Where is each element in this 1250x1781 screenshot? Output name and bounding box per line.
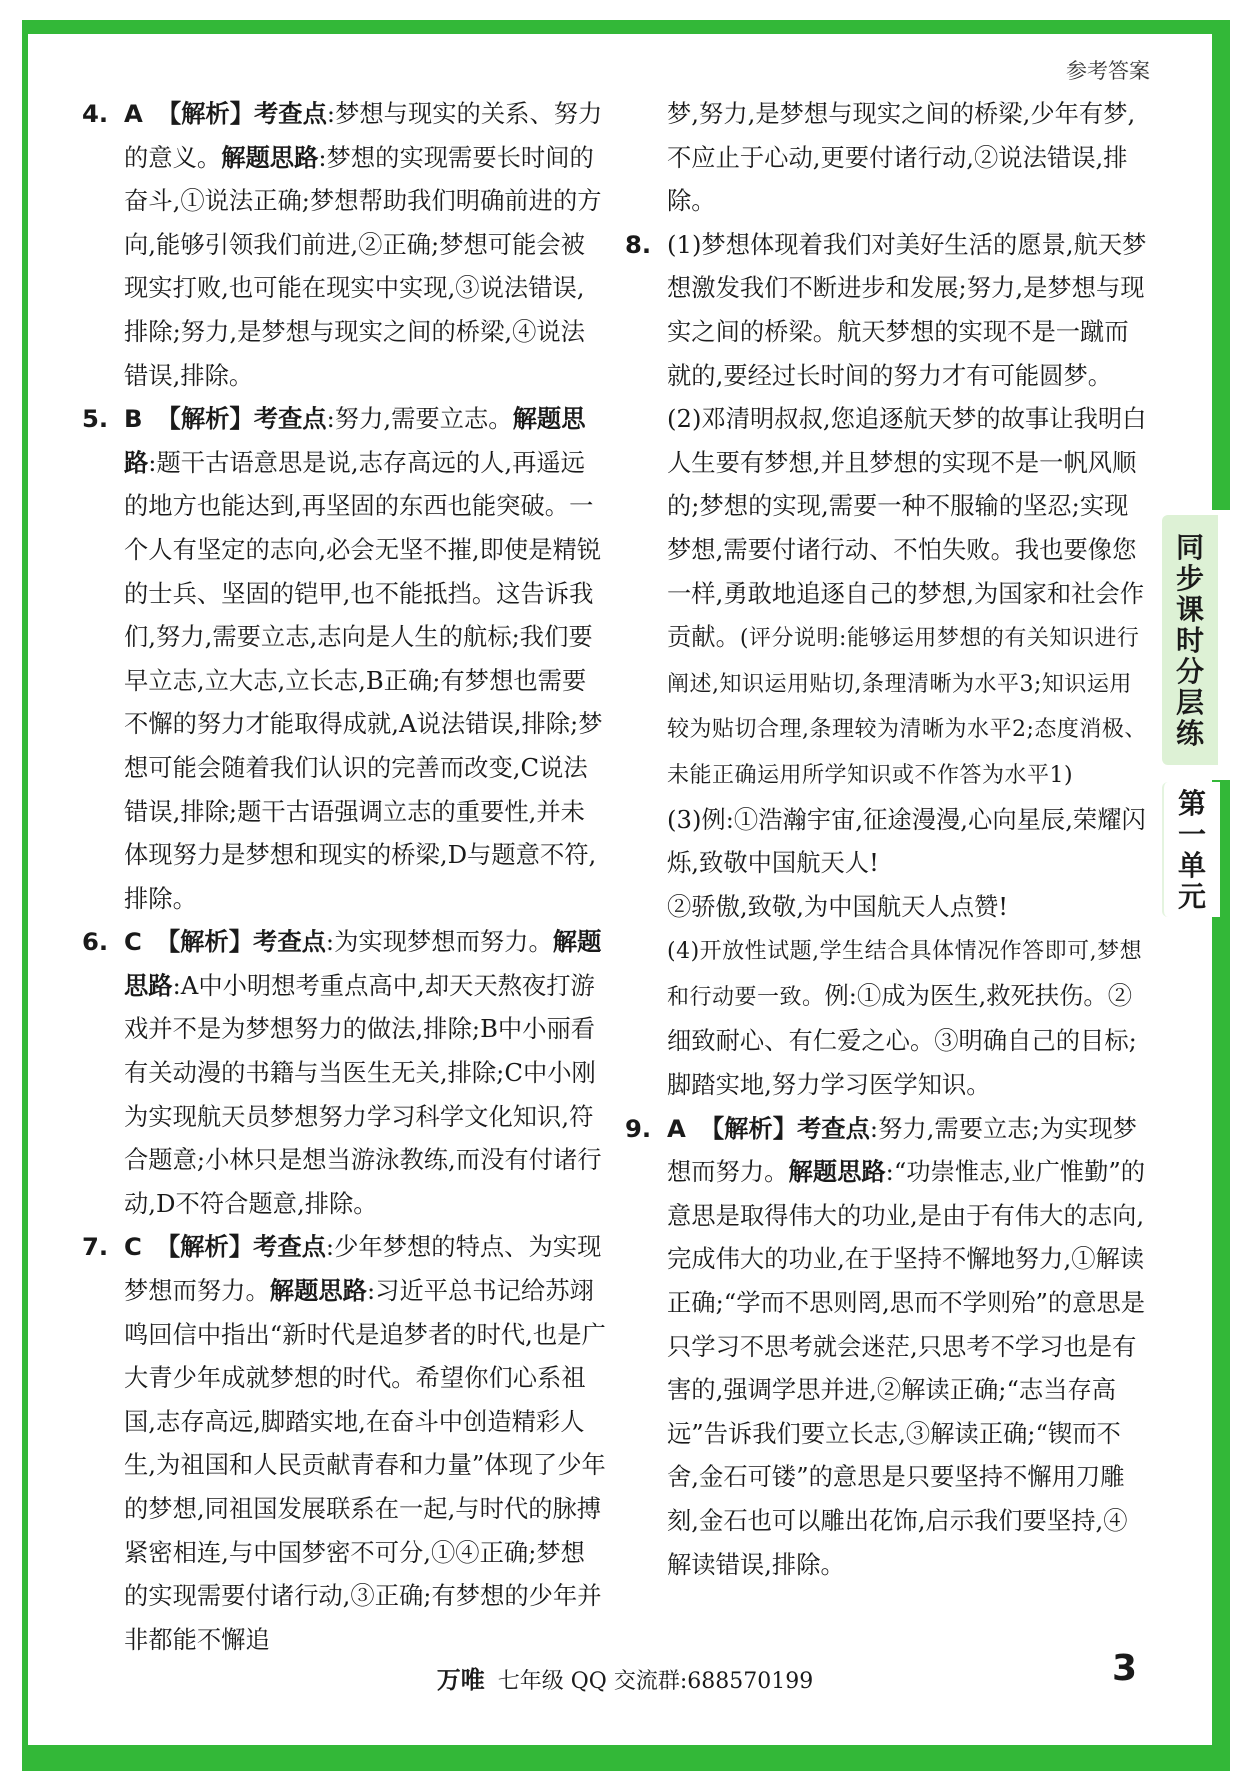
- keyword-label: 考查点: [797, 1113, 870, 1143]
- side-tab-char: 练: [1175, 716, 1204, 750]
- analysis-tag: 【解析】: [155, 927, 254, 957]
- side-tab-char: 时: [1175, 623, 1204, 657]
- answer-text: :题干古语意思是说,志存高远的人,再遥远的地方也能达到,再坚固的东西也能突破。一个人有坚定的志向,必会无坚不摧,即使是精锐的士兵、坚固的铠甲,也不能抵挡。这告诉我们,努力,需要立志,志向是人生的航标;我们要早立志,立大志,立长志,B正确;有梦想也需要不懈的努力才能取得成就,A说法错误,排除;梦想可能会随着我们认识的完善而改变,C说法错误,排除;题干古语强调立志的重要性,并未体现努力是梦想和现实的桥梁,D与题意不符,排除。: [124, 447, 603, 913]
- right-column: [625, 92, 1150, 1586]
- keyword-label: 解题思路: [124, 404, 586, 477]
- answer-text: :A中小明想考重点高中,却天天熬夜打游戏并不是为梦想努力的做法,排除;B中小丽看有关动漫的书籍与当医生无关,排除;C中小刚为实现航天员梦想努力学习科学文化知识,符合题意;小林只是想当游泳教练,而没有付诸行动,D不符合题意,排除。: [124, 970, 602, 1218]
- answer-paragraph: [625, 798, 1150, 885]
- question-item: [82, 397, 607, 920]
- answer-text: (1)梦想体现着我们对美好生活的愿景,航天梦想激发我们不断进步和发展;努力,是梦想与现实之间的桥梁。航天梦想的实现不是一蹴而就的,要经过长时间的努力才有可能圆梦。: [667, 229, 1147, 390]
- right-green-bar-lower: [1212, 780, 1230, 1770]
- analysis-tag: 【解析】: [699, 1113, 797, 1143]
- top-green-bar: [22, 20, 1230, 34]
- side-tab-char: 第: [1177, 786, 1206, 820]
- keyword-label: 考查点: [254, 99, 327, 128]
- answer-text: ②骄傲,致敬,为中国航天人点赞!: [667, 891, 1009, 921]
- answer-choice: B: [124, 404, 143, 434]
- keyword-label: 考查点: [253, 927, 326, 957]
- question-item: [82, 920, 607, 1225]
- answer-paragraph: [625, 92, 1150, 223]
- question-number: 9.: [625, 1113, 652, 1143]
- side-tab-char: 同: [1175, 530, 1204, 564]
- footer: [0, 1660, 1250, 1695]
- answer-text: (2)邓清明叔叔,您追逐航天梦的故事让我明白人生要有梦想,并且梦想的实现不是一帆风顺的;梦想的实现,需要一种不服输的坚忍;实现梦想,需要付诸行动、不怕失败。我也要像您一样,勇敢地追逐自己的梦想,为国家和社会作贡献。: [667, 404, 1147, 652]
- right-green-bar-upper: [1212, 20, 1230, 510]
- keyword-label: 解题思路: [788, 1157, 886, 1187]
- answer-text: :少年梦想的特点、为实现梦想而努力。: [124, 1232, 602, 1306]
- side-tab-char: 单: [1177, 848, 1206, 882]
- answer-text: (3)例:①浩瀚宇宙,征途漫漫,心向星辰,荣耀闪烁,致敬中国航天人!: [667, 804, 1146, 878]
- question-item: [625, 223, 1150, 397]
- analysis-tag: 【解析】: [155, 1232, 254, 1262]
- answer-text: :梦想与现实的关系、努力的意义。: [124, 99, 603, 172]
- question-item: [82, 1225, 607, 1661]
- bottom-green-bar: [22, 1745, 1230, 1771]
- keyword-label: 解题思路: [269, 1276, 367, 1306]
- question-number: 6.: [82, 927, 109, 957]
- question-number: 5.: [82, 404, 109, 434]
- question-number: 8.: [625, 229, 652, 259]
- footer-text: 七年级 QQ 交流群:688570199: [497, 1669, 814, 1694]
- page-number: 3: [1112, 1648, 1138, 1689]
- scoring-note: (评分说明:能够运用梦想的有关知识进行阐述,知识运用贴切,条理清晰为水平3;知识运用较为贴切合理,条理较为清晰为水平2;态度消极、未能正确运用所学知识或不作答为水平1): [667, 626, 1147, 788]
- answer-choice: C: [124, 1232, 142, 1262]
- side-tab-char: 元: [1177, 879, 1206, 913]
- answer-note: (4)开放性试题,学生结合具体情况作答即可,梦想和行动要一致。: [667, 939, 1143, 1010]
- side-tab-char: 课: [1175, 592, 1204, 626]
- side-tab-char: 分: [1175, 654, 1204, 688]
- keyword-label: 考查点: [253, 404, 327, 434]
- side-tab-char: 层: [1175, 685, 1204, 719]
- side-tab-char: 步: [1175, 561, 1204, 595]
- side-tab-char: 一: [1177, 817, 1206, 851]
- answer-paragraph: [625, 885, 1150, 929]
- answer-text: :努力,需要立志。: [326, 404, 513, 434]
- side-tab-unit: [1162, 782, 1220, 917]
- keyword-label: 考查点: [253, 1232, 326, 1262]
- question-item: [82, 92, 607, 397]
- answer-text: :努力,需要立志;为实现梦想而努力。: [667, 1113, 1137, 1187]
- left-green-bar: [22, 20, 28, 1771]
- side-tab-series: [1162, 515, 1218, 765]
- question-number: 7.: [82, 1232, 109, 1262]
- answer-choice: A: [667, 1113, 686, 1143]
- question-number: 4.: [82, 99, 109, 128]
- answer-text: :习近平总书记给苏翊鸣回信中指出“新时代是追梦者的时代,也是广大青少年成就梦想的时代。希望你们心系祖国,志存高远,脚踏实地,在奋斗中创造精彩人生,为祖国和人民贡献青春和力量”体现了少年的梦想,同祖国发展联系在一起,与时代的脉搏紧密相连,与中国梦密不可分,①④正确;梦想的实现需要付诸行动,③正确;有梦想的少年并非都能不懈追: [124, 1276, 606, 1654]
- header-label: 参考答案: [1066, 59, 1150, 83]
- answer-text: :“功崇惟志,业广惟勤”的意思是取得伟大的功业,是由于有伟大的志向,完成伟大的功业,在于坚持不懈地努力,①解读正确;“学而不思则罔,思而不学则殆”的意思是只学习不思考就会迷茫,只思考不学习也是有害的,强调学思并进,②解读正确;“志当存高远”告诉我们要立长志,③解读正确;“锲而不舍,金石可镂”的意思是只要坚持不懈用刀雕刻,金石也可以雕出花饰,启示我们要坚持,④解读错误,排除。: [667, 1157, 1146, 1579]
- keyword-label: 解题思路: [221, 142, 319, 172]
- answer-text: :梦想的实现需要长时间的奋斗,①说法正确;梦想帮助我们明确前进的方向,能够引领我们前进,②正确;梦想可能会被现实打败,也可能在现实中实现,③说法错误,排除;努力,是梦想与现实之间的桥梁,④说法错误,排除。: [124, 142, 602, 390]
- analysis-tag: 【解析】: [156, 99, 254, 128]
- answer-text: 梦,努力,是梦想与现实之间的桥梁,少年有梦,不应止于心动,更要付诸行动,②说法错误,排除。: [667, 99, 1136, 216]
- left-column: [82, 92, 607, 1661]
- answer-text: :为实现梦想而努力。: [325, 927, 553, 957]
- answer-paragraph: [625, 397, 1150, 797]
- keyword-label: 解题思路: [124, 927, 602, 1000]
- question-item: [625, 1107, 1150, 1587]
- answer-text: 例:①成为医生,救死扶伤。②细致耐心、有仁爱之心。③明确自己的目标;脚踏实地,努力学习医学知识。: [667, 980, 1137, 1100]
- answer-choice: C: [124, 927, 142, 957]
- analysis-tag: 【解析】: [156, 404, 254, 434]
- answer-paragraph: [625, 928, 1150, 1106]
- answer-choice: A: [124, 99, 143, 128]
- footer-brand: 万唯: [436, 1666, 485, 1694]
